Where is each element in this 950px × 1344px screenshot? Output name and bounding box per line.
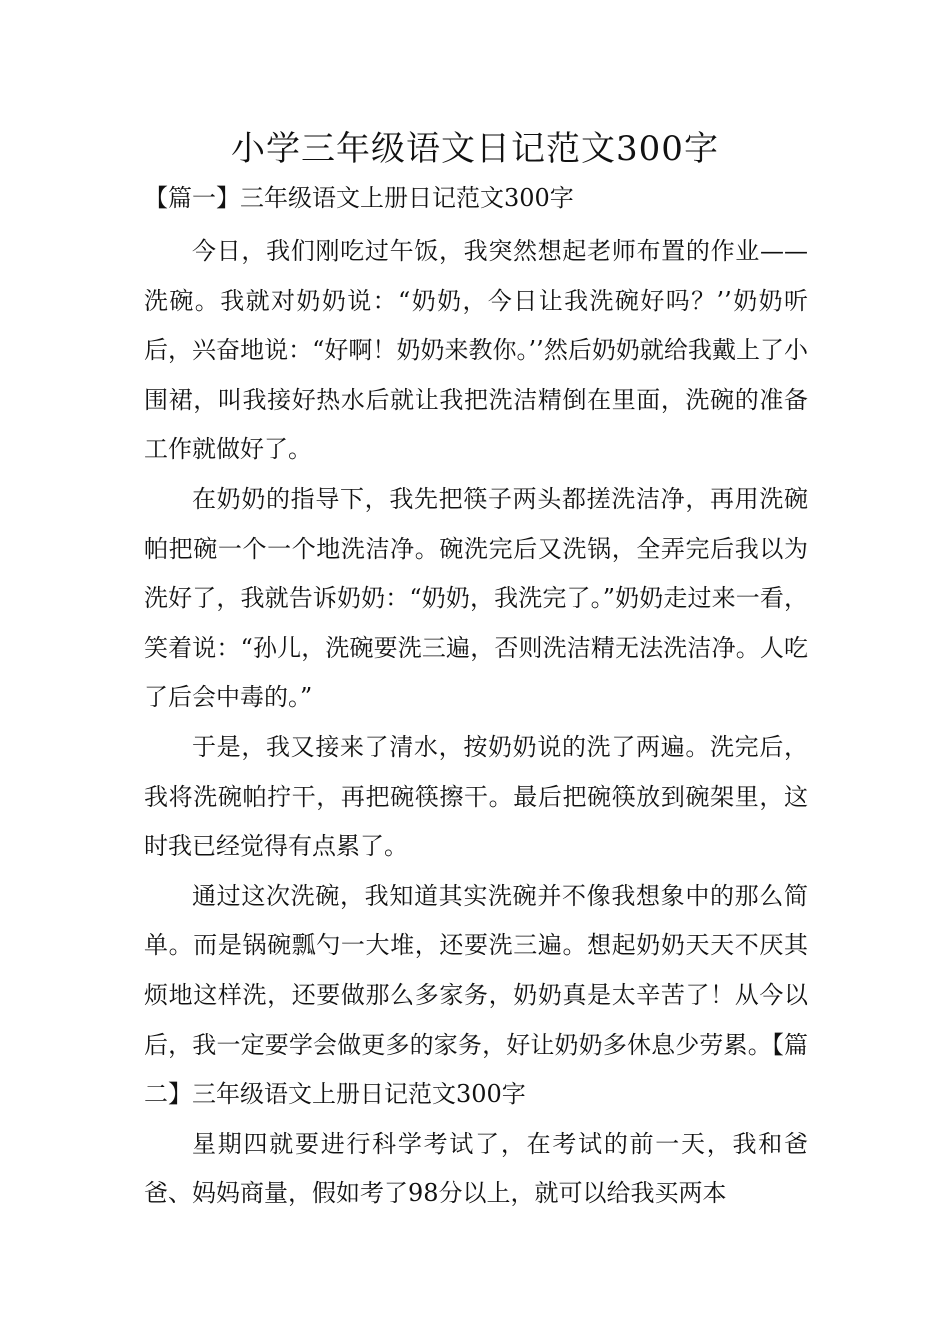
paragraph-4 bbox=[144, 872, 808, 1120]
section-heading-1: 【篇一】三年级语文上册日记范文300字 bbox=[144, 184, 574, 212]
paragraph-1: 今日，我们刚吃过午饭，我突然想起老师布置的作业——洗碗。我就对奶奶说：“奶奶，今日让我洗碗好吗？’’奶奶听后，兴奋地说：“好啊！奶奶来教你。’’然后奶奶就给我戴上了小围裙，叫我接好热水后就让我把洗洁精倒在里面，洗碗的准备工作就做好了。 bbox=[144, 237, 808, 464]
document-body bbox=[144, 227, 808, 1219]
section-heading-2: 【篇二】三年级语文上册日记范文300字 bbox=[144, 1030, 809, 1109]
paragraph-3: 于是，我又接来了清水，按奶奶说的洗了两遍。洗完后，我将洗碗帕拧干，再把碗筷擦干。最后把碗筷放到碗架里，这时我已经觉得有点累了。 bbox=[144, 732, 808, 861]
paragraph-4-text: 通过这次洗碗，我知道其实洗碗并不像我想象中的那么简单。而是锅碗瓢勺一大堆，还要洗三遍。想起奶奶天天不厌其烦地这样洗，还要做那么多家务，奶奶真是太辛苦了！从今以后，我一定要学会做更多的家务，好让奶奶多休息少劳累。 bbox=[144, 881, 808, 1059]
paragraph-2: 在奶奶的指导下，我先把筷子两头都搓洗洁净，再用洗碗帕把碗一个一个地洗洁净。碗洗完后又洗锅，全弄完后我以为洗好了，我就告诉奶奶：“奶奶，我洗完了。”奶奶走过来一看，笑着说：“孙儿，洗碗要洗三遍，否则洗洁精无法洗洁净。人吃了后会中毒的。” bbox=[144, 484, 808, 712]
paragraph-5: 星期四就要进行科学考试了，在考试的前一天，我和爸爸、妈妈商量，假如考了98分以上，就可以给我买两本 bbox=[144, 1129, 808, 1208]
document-title: 小学三年级语文日记范文300字 bbox=[231, 129, 719, 169]
